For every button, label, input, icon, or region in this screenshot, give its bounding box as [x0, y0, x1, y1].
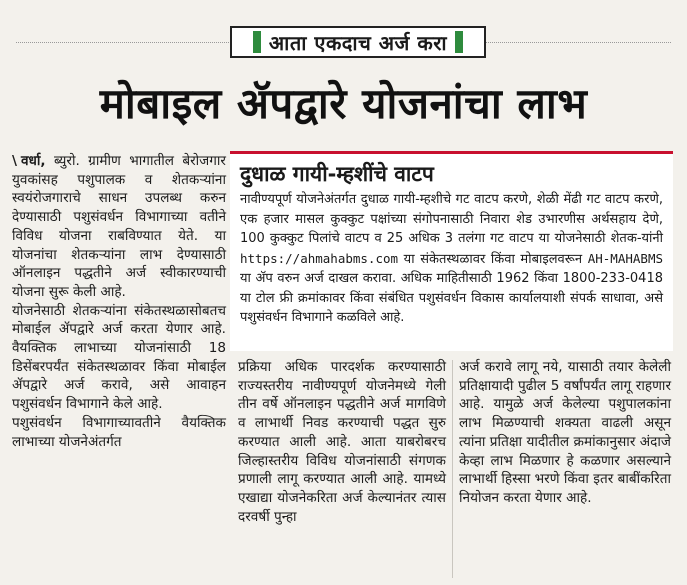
- box-body-c: या ॲप वरुन अर्ज दाखल करावा. अधिक माहितीसाठी 1962 किंवा 1800-233-0418 या टोल फ्री क्रमांकावर किंवा संबंधित पशुसंवर्धन विकास कार्यालयाशी संपर्क साधावा, असे पशुसंवर्धन विभागाने कळविले आहे.: [240, 271, 663, 325]
- paragraph-2: योजनेसाठी शेतकऱ्यांना संकेतस्थळासोबतच मोबाईल ॲपद्वारे अर्ज करता येणार आहे. वैयक्तिक लाभाच्या योजनांसाठी 18 डिसेंबरपर्यंत संकेतस्थळावर किंवा मोबाईल ॲपद्वारे अर्ज करावे, असे आवाहन पशुसंवर्धन विभागाने केले आहे.: [12, 302, 226, 413]
- box-body-a: नावीण्यपूर्ण योजनेअंतर्गत दुधाळ गायी-म्हशीचे गट वाटप करणे, शेळी मेंढी गट वाटप करणे, एक हजार मासल कुक्कुट पक्षांच्या संगोपनासाठी निवारा शेड उभारणीस अर्थसहाय देणे, 100 कुक्कुट पिलांचे वाटप व 25 अधिक 3 तलंगा गट वाटप या योजनेसाठी शेतक-यांनी: [240, 192, 663, 246]
- paragraph-1: [12, 152, 226, 302]
- kicker-banner: [16, 22, 671, 64]
- headline: मोबाइल ॲपद्वारे योजनांचा लाभ: [99, 79, 588, 128]
- column-2-text: प्रक्रिया अधिक पारदर्शक करण्यासाठी राज्यस्तरीय नावीण्यपूर्ण योजनेमध्ये गेली तीन वर्षे ऑनलाइन पद्धतीने अर्ज मागविणे व लाभार्थी निवड करण्याची पद्धत सुरु करण्यात आली आहे. आता याबरोबरच जिल्हास्तरीय विविध योजनांसाठी संगणक प्रणाली लागू करण्यात आली आहे. यामध्ये एखाद्या योजनेकरिता अर्ज केल्यानंतर त्यास दरवर्षी पुन्हा: [238, 359, 446, 525]
- article-column-1: [12, 152, 226, 451]
- column-divider: [452, 360, 453, 578]
- article-column-2: [238, 358, 446, 526]
- sidebar-box: [230, 151, 673, 351]
- kicker-text: आता एकदाच अर्ज करा: [268, 30, 448, 55]
- kicker-box: [230, 26, 486, 58]
- box-body-b: या संकेतस्थळावर किंवा मोबाइलवरून: [403, 251, 583, 267]
- paragraph-1-text: ग्रामीण भागातील बेरोजगार युवकांसह पशुपालक व शेतकऱ्यांना स्वयंरोजगाराचे साधन उपलब्ध करुन देण्यासाठी पशुसंवर्धन विभागाच्या वतीने विविध योजना राबविण्यात येते. या योजनांचा शेतकऱ्यांना लाभ देण्यासाठी ऑनलाइन पद्धतीने अर्ज स्वीकारण्याची योजना सुरू केली आहे.: [12, 153, 226, 300]
- box-body: [240, 190, 663, 328]
- app-name: AH-MAHABMS: [587, 250, 663, 266]
- dateline: वर्धा,: [20, 153, 46, 169]
- paragraph-3: पशुसंवर्धन विभागाच्यावतीने वैयक्तिक लाभाच्या योजनेअंतर्गत: [12, 414, 226, 450]
- website-url: https://ahmahabms.com: [240, 250, 399, 266]
- byline: ब्युरो.: [53, 153, 80, 169]
- kicker-bar-left: [253, 31, 261, 53]
- box-title: दुधाळ गायी-म्हशींचे वाटप: [240, 162, 434, 186]
- kicker-bar-right: [455, 31, 463, 53]
- article-column-3: [459, 358, 671, 508]
- dateline-marker-icon: \: [12, 153, 17, 169]
- column-3-text: अर्ज करावे लागू नये, यासाठी तयार केलेली प्रतिक्षायादी पुढील 5 वर्षांपर्यंत लागू राहणार आहे. यामुळे अर्ज केलेल्या पशुपालकांना लाभ मिळण्याची शक्यता वाढली असून त्यांना प्रतिक्षा यादीतील क्रमांकानुसार अंदाजे केव्हा लाभ मिळणार हे कळणार असल्याने लाभार्थी हिस्सा भरणे किंवा इतर बाबींकरिता नियोजन करता येणार आहे.: [459, 359, 671, 506]
